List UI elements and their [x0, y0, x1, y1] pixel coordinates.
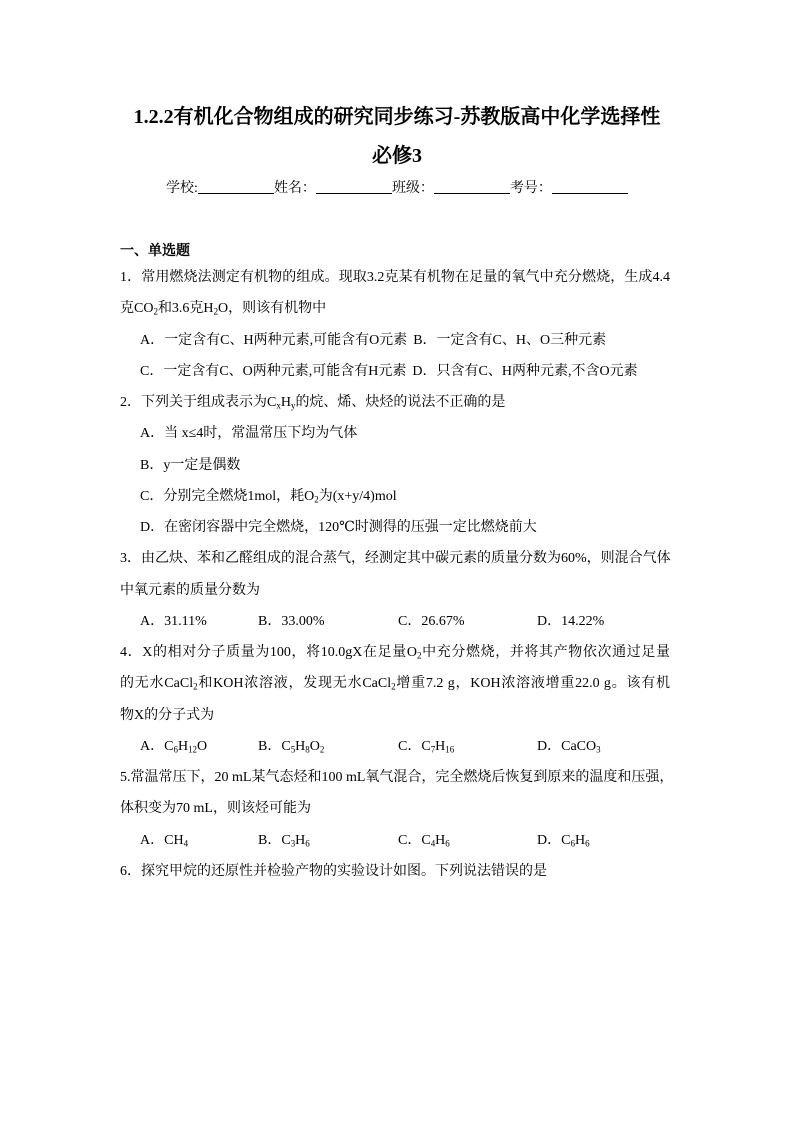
option-label: C．	[398, 613, 422, 629]
stem-text: 增重7.2 g，KOH浓溶液增重22.0 g。该有机	[395, 676, 670, 692]
option-d	[120, 512, 676, 543]
option-label: C．	[398, 738, 422, 754]
stem-text: 常温常压下，20 mL某气态烃和100 mL氧气混合，完全燃烧后恢复到原来的温度和压强，	[130, 770, 674, 785]
subscript: 6	[570, 838, 575, 848]
question-1	[120, 262, 676, 387]
formula-text: H	[295, 832, 306, 848]
name-label: 姓名：	[273, 181, 316, 196]
options-row	[120, 731, 676, 762]
formula-text: C	[281, 738, 291, 754]
option-d	[537, 731, 601, 762]
stem-text: H	[280, 395, 291, 410]
option-text: 一定含有C、O两种元素,可能含有H元素	[163, 363, 407, 379]
option-label: C．	[140, 488, 164, 504]
name-blank	[316, 181, 392, 194]
stem-text: O，则该有机物中	[218, 301, 327, 317]
school-label: 学校:	[166, 181, 198, 196]
options-row	[120, 356, 676, 387]
formula-text: CH	[164, 832, 184, 848]
question-stem-line	[120, 793, 676, 824]
option-label: C．	[398, 832, 422, 848]
subscript: 5	[290, 744, 296, 755]
option-label: A．	[140, 332, 165, 348]
formula-text: H	[435, 832, 446, 848]
option-label: A．	[140, 832, 165, 848]
option-b	[258, 825, 310, 856]
formula-text: CaCO	[561, 738, 597, 754]
formula-text: H	[574, 832, 586, 848]
option-c	[120, 481, 676, 512]
question-stem-line	[120, 543, 670, 574]
option-a	[140, 333, 407, 348]
question-stem-line	[120, 637, 670, 668]
option-label: A．	[140, 738, 165, 754]
exam-number-blank	[552, 181, 628, 194]
question-stem-line	[120, 856, 676, 887]
class-blank	[434, 181, 510, 194]
option-label: D．	[537, 832, 562, 848]
option-a	[140, 825, 188, 856]
options-row	[120, 825, 676, 856]
subscript: 6	[585, 838, 590, 848]
formula-text: C	[421, 832, 431, 848]
stem-text: 克CO	[120, 301, 154, 317]
class-label: 班级：	[391, 181, 434, 196]
formula-text: O	[197, 738, 208, 754]
option-text: 26.67%	[421, 613, 465, 629]
option-text: 14.22%	[561, 613, 605, 629]
option-label: B．	[140, 457, 164, 473]
question-5	[120, 762, 676, 856]
option-label: D．	[140, 520, 165, 535]
question-stem-line	[120, 293, 676, 324]
question-2	[120, 387, 676, 543]
option-text: 一定含有C、H、O三种元素	[436, 332, 607, 348]
stem-text: 下列关于组成表示为C	[141, 395, 277, 410]
subscript: 2	[391, 681, 396, 692]
question-list	[120, 262, 676, 887]
subscript: 2	[193, 681, 198, 692]
subscript: 2	[213, 306, 219, 317]
document-title	[0, 98, 794, 176]
question-number: 1．	[120, 270, 142, 285]
option-text: 在密闭容器中完全燃烧，120℃时测得的压强一定比燃烧前大	[164, 520, 537, 535]
subscript: 6	[173, 744, 178, 755]
subscript: 8	[305, 744, 310, 755]
option-text: 当 x≤4时，常温常压下均为气体	[164, 426, 358, 442]
option-text: 一定含有C、H两种元素,可能含有O元素	[164, 332, 408, 348]
question-number: 6．	[120, 863, 141, 879]
option-d	[537, 606, 604, 637]
question-number: 3．	[120, 551, 141, 567]
option-b	[258, 606, 325, 637]
option-b	[120, 450, 676, 481]
stem-text: 中氧元素的质量分数为	[120, 582, 260, 598]
option-label: A．	[140, 613, 165, 629]
title-line-2: 必修3	[372, 145, 422, 167]
question-stem-line	[120, 262, 670, 293]
option-a	[120, 418, 676, 449]
formula-text: C	[421, 738, 431, 754]
formula-text: C	[561, 832, 571, 848]
stem-text: 探究甲烷的还原性并检验产物的实验设计如图。下列说法错误的是	[141, 863, 547, 879]
student-info-row	[0, 180, 794, 198]
stem-text: 中充分燃烧，并将其产物依次通过足量	[421, 645, 671, 660]
option-text: y一定是偶数	[163, 457, 241, 473]
subscript: 4	[430, 838, 436, 848]
option-label: B．	[258, 613, 282, 629]
option-text: 为(x+y/4)mol	[318, 488, 397, 504]
option-d	[537, 825, 590, 856]
question-stem-line	[120, 575, 676, 606]
subscript: 4	[183, 838, 189, 848]
option-d	[412, 364, 637, 379]
option-label: D．	[537, 613, 562, 629]
stem-text: 物X的分子式为	[120, 707, 215, 723]
question-stem-line	[120, 387, 676, 418]
option-label: B．	[258, 738, 282, 754]
options-row	[120, 325, 676, 356]
option-c	[398, 825, 450, 856]
subscript: 3	[596, 744, 601, 755]
option-label: D．	[537, 738, 562, 754]
stem-text: 的无水CaCl	[120, 676, 194, 692]
formula-text: H	[435, 738, 446, 754]
option-label: B．	[413, 332, 437, 348]
subscript: 6	[305, 838, 310, 848]
subscript: 2	[153, 306, 158, 317]
stem-text: 和3.6克H	[157, 301, 214, 317]
question-number: 5.	[120, 770, 131, 785]
question-number: 4．	[120, 645, 143, 660]
subscript: 3	[290, 838, 296, 848]
formula-text: H	[177, 738, 189, 754]
option-c	[140, 364, 406, 379]
formula-text: C	[164, 738, 174, 754]
subscript: x	[276, 400, 281, 411]
stem-text: X的相对分子质量为100，将10.0gX在足量O	[142, 645, 417, 660]
subscript: 2	[417, 650, 422, 661]
question-6	[120, 856, 676, 887]
option-text: 分别完全燃烧1mol，耗O	[163, 488, 315, 504]
option-label: D．	[412, 363, 437, 379]
option-label: C．	[140, 363, 164, 379]
option-text: 31.11%	[164, 613, 207, 629]
subscript: 12	[188, 744, 198, 755]
exam-number-label: 考号：	[509, 181, 552, 196]
option-text: 只含有C、H两种元素,不含O元素	[436, 363, 638, 379]
question-number: 2．	[120, 395, 141, 410]
formula-text: O	[309, 738, 320, 754]
subscript: y	[290, 400, 296, 411]
question-stem-line	[120, 668, 670, 699]
option-c	[398, 731, 454, 762]
question-stem-line	[120, 762, 674, 793]
option-b	[258, 731, 324, 762]
option-b	[413, 333, 606, 348]
stem-text: 由乙炔、苯和乙醛组成的混合蒸气，经测定其中碳元素的质量分数为60%，则混合气体	[141, 551, 671, 567]
option-c	[398, 606, 465, 637]
formula-text: C	[281, 832, 291, 848]
question-3	[120, 543, 676, 637]
stem-text: 的烷、烯、炔烃的说法不正确的是	[295, 395, 506, 410]
question-stem-line	[120, 700, 676, 731]
title-line-1: 1.2.2有机化合物组成的研究同步练习-苏教版高中化学选择性	[133, 106, 661, 128]
subscript: 2	[319, 744, 325, 755]
option-a	[140, 731, 207, 762]
subscript: 16	[445, 744, 455, 755]
stem-text: 和KOH浓溶液，发现无水CaCl	[197, 676, 392, 692]
options-row	[120, 606, 676, 637]
subscript: 2	[314, 494, 319, 505]
option-a	[140, 606, 207, 637]
option-label: B．	[258, 832, 282, 848]
section-title: 一、单选题	[120, 244, 190, 259]
school-blank	[198, 181, 274, 194]
formula-text: H	[295, 738, 306, 754]
subscript: 6	[445, 838, 450, 848]
subscript: 7	[430, 744, 436, 755]
option-label: A．	[140, 426, 165, 442]
option-text: 33.00%	[281, 613, 325, 629]
question-4	[120, 637, 676, 762]
stem-text: 常用燃烧法测定有机物的组成。现取3.2克某有机物在足量的氧气中充分燃烧，生成4.4	[141, 270, 671, 285]
stem-text: 体积变为70 mL，则该烃可能为	[120, 801, 311, 817]
